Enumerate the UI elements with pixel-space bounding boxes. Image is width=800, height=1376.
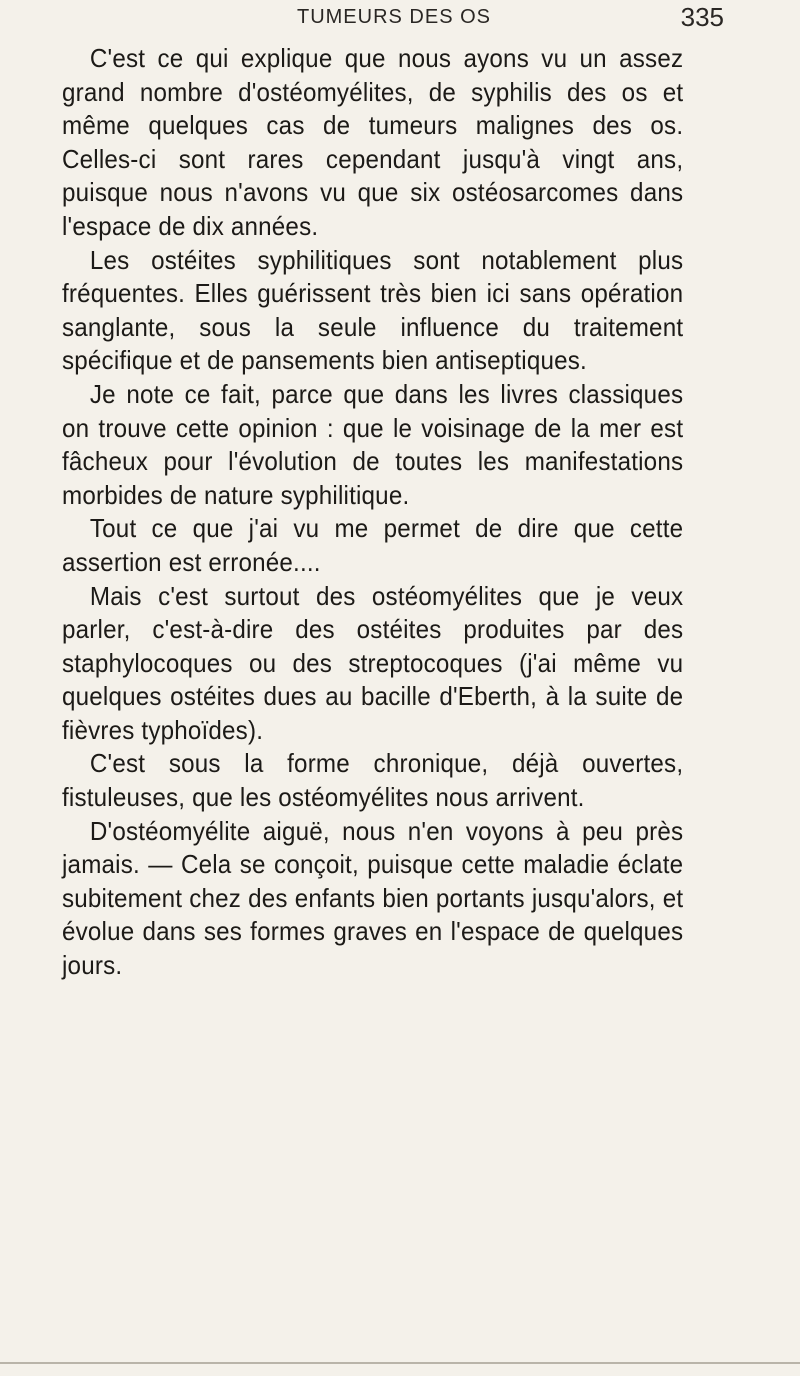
paragraph-2: Les ostéites syphilitiques sont notablement plus fréquentes. Elles guérissent très bien ici sans opération sanglante, sous la seule influence du traitement spécifique et de pansements bien antiseptiques.: [62, 244, 684, 376]
paragraph-3: Je note ce fait, parce que dans les livres classiques on trouve cette opinion : que le voisinage de la mer est fâcheux pour l'évolution de toutes les manifestations morbides de nature syphilitique.: [62, 378, 684, 510]
paragraph-6: C'est sous la forme chronique, déjà ouvertes, fistuleuses, que les ostéomyélites nous arrivent.: [62, 748, 684, 813]
paragraph-5: Mais c'est surtout des ostéomyélites que je veux parler, c'est-à-dire des ostéites produites par des staphylocoques ou des streptocoques (j'ai même vu quelques ostéites dues au bacille d'Eberth, à la suite de fièvres typhoïdes).: [62, 580, 684, 745]
bottom-edge-rule: [0, 1362, 800, 1364]
paragraph-7: D'ostéomyélite aiguë, nous n'en voyons à peu près jamais. — Cela se conçoit, puisque cette maladie éclate subitement chez des enfants bien portants jusqu'alors, et évolue dans ses formes graves en l'espace de quelques jours.: [62, 815, 684, 981]
running-title: TUMEURS DES OS: [296, 6, 492, 28]
paragraph-1: C'est ce qui explique que nous ayons vu un assez grand nombre d'ostéomyélites, de syphilis des os et même quelques cas de tumeurs malignes des os. Celles-ci sont rares cependant jusqu'à vingt ans, puisque nous n'avons vu que six ostéosarcomes dans l'espace de dix années.: [62, 43, 684, 241]
page-number: 335: [680, 2, 724, 32]
running-head: [64, 2, 724, 38]
paragraph-4: Tout ce que j'ai vu me permet de dire que cette assertion est erronée....: [62, 513, 684, 577]
body-text: [62, 42, 683, 983]
